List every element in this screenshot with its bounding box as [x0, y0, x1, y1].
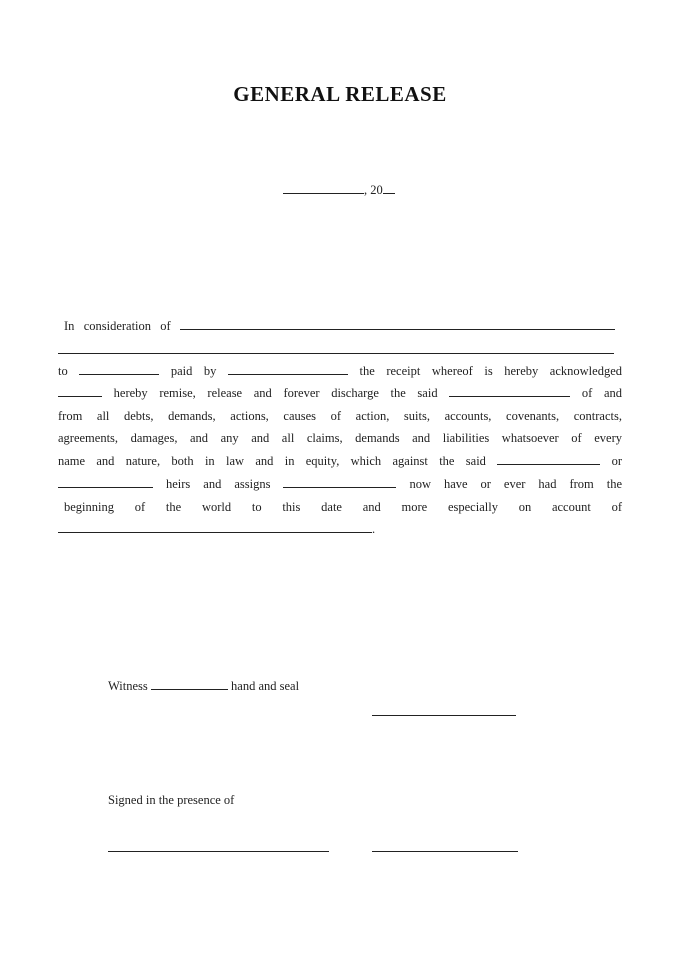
witness-signature-line[interactable]: [108, 851, 329, 852]
year-blank[interactable]: [383, 183, 395, 194]
text: or: [611, 454, 623, 468]
text: of and: [581, 386, 623, 400]
text: to: [58, 364, 68, 378]
body-line-5: from all debts, demands, actions, causes of action, suits, accounts, covenants, contracts,: [58, 409, 622, 423]
consideration-blank-2[interactable]: [58, 353, 614, 354]
date-year-prefix: , 20: [364, 183, 383, 197]
body-line-1: [64, 318, 615, 334]
signed-presence-label: Signed in the presence of: [108, 793, 235, 807]
witness-line: [108, 679, 299, 694]
witness-label: Witness: [108, 679, 148, 693]
body-line-10: [58, 522, 375, 537]
releasee-blank[interactable]: [449, 386, 570, 397]
body-line-9: beginning of the world to this date and more especially on account of: [64, 500, 622, 514]
payer-blank[interactable]: [228, 364, 348, 375]
text: paid by: [170, 364, 217, 378]
said-party-blank[interactable]: [497, 454, 600, 465]
body-line-6: agreements, damages, and any and all claims, demands and liabilities whatsoever of every: [58, 431, 622, 445]
assigns-blank[interactable]: [283, 477, 396, 488]
text: the receipt whereof is hereby acknowledged: [359, 364, 622, 378]
payee-blank[interactable]: [79, 364, 159, 375]
witness-blank[interactable]: [151, 679, 228, 690]
text: name and nature, both in law and in equity, which against the said: [58, 454, 486, 468]
text: hereby remise, release and forever discharge the said: [113, 386, 438, 400]
body-line-4: [58, 385, 622, 401]
body-line-7: [58, 453, 622, 469]
signature-line[interactable]: [372, 715, 516, 716]
body-line-3: [58, 363, 622, 379]
party-blank[interactable]: [58, 477, 153, 488]
consideration-blank[interactable]: [180, 319, 615, 330]
period: .: [372, 522, 376, 536]
document-title: GENERAL RELEASE: [233, 82, 447, 106]
releasor-blank[interactable]: [58, 386, 102, 397]
signature-line-2[interactable]: [372, 851, 518, 852]
body-line-8: [58, 476, 622, 492]
text: now have or ever had from the: [409, 477, 623, 491]
text: In consideration of: [64, 319, 171, 333]
date-blank[interactable]: [283, 183, 364, 194]
date-line: [283, 183, 395, 198]
text: heirs and assigns: [166, 477, 271, 491]
account-blank[interactable]: [58, 522, 372, 533]
hand-and-seal-label: hand and seal: [231, 679, 300, 693]
